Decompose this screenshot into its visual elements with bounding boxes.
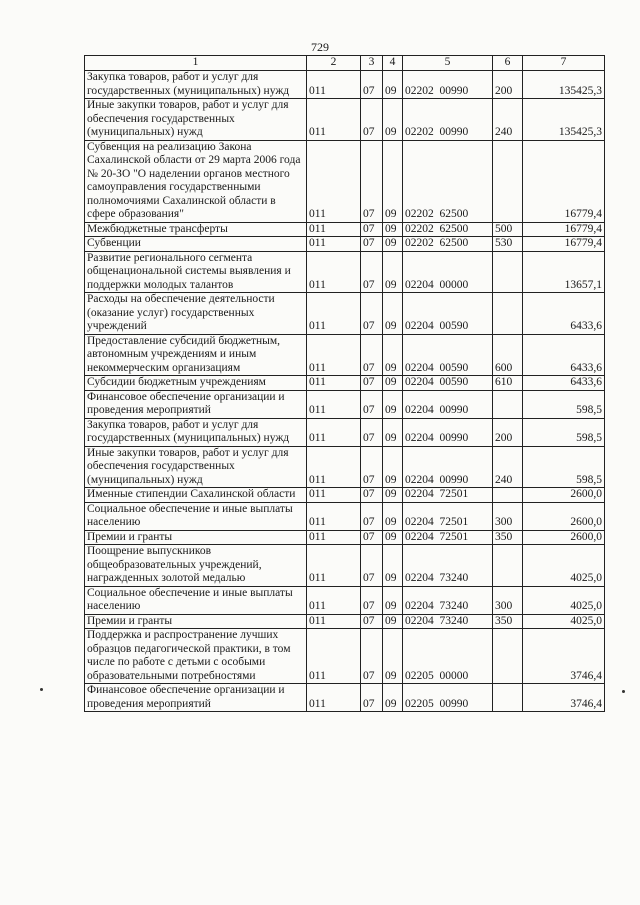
target-article-code: 02204 73240 (403, 586, 493, 614)
budget-table (84, 55, 605, 712)
table-row (85, 545, 605, 587)
item-name: Субсидии бюджетным учреждениям (85, 376, 307, 391)
target-article-code: 02204 00000 (403, 251, 493, 293)
target-article-code: 02202 00990 (403, 99, 493, 141)
table-body (85, 71, 605, 712)
expense-type-code (493, 545, 523, 587)
subsection-code: 09 (383, 140, 403, 222)
amount: 6433,6 (523, 376, 605, 391)
section-code: 07 (361, 222, 383, 237)
target-article-code: 02204 00590 (403, 334, 493, 376)
subsection-code: 09 (383, 99, 403, 141)
subsection-code: 09 (383, 488, 403, 503)
header-row (85, 56, 605, 71)
subsection-code: 09 (383, 614, 403, 629)
subsection-code: 09 (383, 502, 403, 530)
ministry-code: 011 (307, 629, 361, 684)
ministry-code: 011 (307, 530, 361, 545)
expense-type-code: 300 (493, 502, 523, 530)
subsection-code: 09 (383, 530, 403, 545)
header-col-5: 5 (403, 56, 493, 71)
subsection-code: 09 (383, 251, 403, 293)
section-code: 07 (361, 99, 383, 141)
table-row (85, 684, 605, 712)
item-name: Закупка товаров, работ и услуг для государственных (муниципальных) нужд (85, 418, 307, 446)
item-name: Социальное обеспечение и иные выплаты населению (85, 502, 307, 530)
amount: 598,5 (523, 446, 605, 488)
item-name: Иные закупки товаров, работ и услуг для обеспечения государственных (муниципальных) нужд (85, 446, 307, 488)
section-code: 07 (361, 488, 383, 503)
section-code: 07 (361, 140, 383, 222)
item-name: Поддержка и распространение лучших образцов педагогической практики, в том числе по работе с детьми с особыми образовательными потребностями (85, 629, 307, 684)
section-code: 07 (361, 684, 383, 712)
table-row (85, 251, 605, 293)
expense-type-code (493, 251, 523, 293)
ministry-code: 011 (307, 140, 361, 222)
table-row (85, 446, 605, 488)
target-article-code: 02204 00990 (403, 446, 493, 488)
subsection-code: 09 (383, 586, 403, 614)
ministry-code: 011 (307, 586, 361, 614)
amount: 6433,6 (523, 293, 605, 335)
expense-type-code: 600 (493, 334, 523, 376)
ministry-code: 011 (307, 71, 361, 99)
amount: 3746,4 (523, 684, 605, 712)
table-row (85, 614, 605, 629)
ministry-code: 011 (307, 502, 361, 530)
subsection-code: 09 (383, 376, 403, 391)
target-article-code: 02202 00990 (403, 71, 493, 99)
expense-type-code: 350 (493, 530, 523, 545)
table-row (85, 586, 605, 614)
amount: 13657,1 (523, 251, 605, 293)
table-row (85, 237, 605, 252)
subsection-code: 09 (383, 293, 403, 335)
target-article-code: 02204 00990 (403, 418, 493, 446)
amount: 16779,4 (523, 222, 605, 237)
item-name: Премии и гранты (85, 614, 307, 629)
expense-type-code: 350 (493, 614, 523, 629)
expense-type-code: 300 (493, 586, 523, 614)
item-name: Развитие регионального сегмента общенациональной системы выявления и поддержки молодых талантов (85, 251, 307, 293)
item-name: Финансовое обеспечение организации и проведения мероприятий (85, 684, 307, 712)
amount: 135425,3 (523, 71, 605, 99)
ministry-code: 011 (307, 446, 361, 488)
subsection-code: 09 (383, 334, 403, 376)
expense-type-code (493, 293, 523, 335)
table-row (85, 418, 605, 446)
expense-type-code (493, 629, 523, 684)
table-row (85, 390, 605, 418)
table-row (85, 530, 605, 545)
expense-type-code: 500 (493, 222, 523, 237)
amount: 4025,0 (523, 545, 605, 587)
subsection-code: 09 (383, 390, 403, 418)
target-article-code: 02205 00000 (403, 629, 493, 684)
expense-type-code: 240 (493, 446, 523, 488)
amount: 16779,4 (523, 140, 605, 222)
subsection-code: 09 (383, 71, 403, 99)
expense-type-code (493, 684, 523, 712)
expense-type-code (493, 390, 523, 418)
subsection-code: 09 (383, 446, 403, 488)
item-name: Именные стипендии Сахалинской области (85, 488, 307, 503)
table-row (85, 488, 605, 503)
ministry-code: 011 (307, 614, 361, 629)
ministry-code: 011 (307, 418, 361, 446)
header-col-6: 6 (493, 56, 523, 71)
target-article-code: 02204 00590 (403, 293, 493, 335)
ministry-code: 011 (307, 99, 361, 141)
section-code: 07 (361, 376, 383, 391)
section-code: 07 (361, 586, 383, 614)
table-row (85, 293, 605, 335)
target-article-code: 02202 62500 (403, 237, 493, 252)
item-name: Межбюджетные трансферты (85, 222, 307, 237)
expense-type-code (493, 488, 523, 503)
target-article-code: 02205 00990 (403, 684, 493, 712)
expense-type-code (493, 140, 523, 222)
expense-type-code: 200 (493, 71, 523, 99)
section-code: 07 (361, 502, 383, 530)
table-row (85, 502, 605, 530)
ministry-code: 011 (307, 293, 361, 335)
section-code: 07 (361, 293, 383, 335)
header-col-7: 7 (523, 56, 605, 71)
subsection-code: 09 (383, 418, 403, 446)
item-name: Поощрение выпускников общеобразовательных учреждений, награжденных золотой медалью (85, 545, 307, 587)
subsection-code: 09 (383, 222, 403, 237)
target-article-code: 02204 72501 (403, 530, 493, 545)
ministry-code: 011 (307, 251, 361, 293)
target-article-code: 02204 72501 (403, 488, 493, 503)
ministry-code: 011 (307, 334, 361, 376)
item-name: Иные закупки товаров, работ и услуг для обеспечения государственных (муниципальных) нужд (85, 99, 307, 141)
section-code: 07 (361, 237, 383, 252)
section-code: 07 (361, 446, 383, 488)
target-article-code: 02204 73240 (403, 545, 493, 587)
amount: 3746,4 (523, 629, 605, 684)
target-article-code: 02202 62500 (403, 140, 493, 222)
item-name: Субвенция на реализацию Закона Сахалинской области от 29 марта 2006 года № 20-ЗО "О наделении органов местного самоуправления государственными полномочиями Сахалинской области в сфере образования" (85, 140, 307, 222)
amount: 135425,3 (523, 99, 605, 141)
amount: 6433,6 (523, 334, 605, 376)
ministry-code: 011 (307, 390, 361, 418)
section-code: 07 (361, 530, 383, 545)
table-row (85, 376, 605, 391)
expense-type-code: 240 (493, 99, 523, 141)
amount: 598,5 (523, 390, 605, 418)
table-row (85, 222, 605, 237)
page-number: 729 (311, 40, 329, 54)
table-row (85, 334, 605, 376)
expense-type-code: 610 (493, 376, 523, 391)
target-article-code: 02204 73240 (403, 614, 493, 629)
item-name: Премии и гранты (85, 530, 307, 545)
subsection-code: 09 (383, 545, 403, 587)
item-name: Финансовое обеспечение организации и проведения мероприятий (85, 390, 307, 418)
ministry-code: 011 (307, 376, 361, 391)
ministry-code: 011 (307, 684, 361, 712)
item-name: Расходы на обеспечение деятельности (оказание услуг) государственных учреждений (85, 293, 307, 335)
table-row (85, 140, 605, 222)
table-row (85, 99, 605, 141)
scan-speck (40, 688, 43, 691)
item-name: Закупка товаров, работ и услуг для государственных (муниципальных) нужд (85, 71, 307, 99)
item-name: Социальное обеспечение и иные выплаты населению (85, 586, 307, 614)
subsection-code: 09 (383, 684, 403, 712)
header-col-4: 4 (383, 56, 403, 71)
section-code: 07 (361, 71, 383, 99)
amount: 2600,0 (523, 530, 605, 545)
section-code: 07 (361, 418, 383, 446)
ministry-code: 011 (307, 545, 361, 587)
amount: 598,5 (523, 418, 605, 446)
amount: 4025,0 (523, 614, 605, 629)
section-code: 07 (361, 334, 383, 376)
header-col-3: 3 (361, 56, 383, 71)
amount: 16779,4 (523, 237, 605, 252)
ministry-code: 011 (307, 488, 361, 503)
section-code: 07 (361, 614, 383, 629)
amount: 4025,0 (523, 586, 605, 614)
expense-type-code: 200 (493, 418, 523, 446)
table-row (85, 629, 605, 684)
expense-type-code: 530 (493, 237, 523, 252)
ministry-code: 011 (307, 222, 361, 237)
target-article-code: 02204 00590 (403, 376, 493, 391)
section-code: 07 (361, 390, 383, 418)
subsection-code: 09 (383, 629, 403, 684)
item-name: Субвенции (85, 237, 307, 252)
table-row (85, 71, 605, 99)
item-name: Предоставление субсидий бюджетным, автономным учреждениям и иным некоммерческим организациям (85, 334, 307, 376)
section-code: 07 (361, 251, 383, 293)
amount: 2600,0 (523, 488, 605, 503)
section-code: 07 (361, 545, 383, 587)
target-article-code: 02204 72501 (403, 502, 493, 530)
scan-speck (622, 690, 625, 693)
target-article-code: 02202 62500 (403, 222, 493, 237)
section-code: 07 (361, 629, 383, 684)
header-col-2: 2 (307, 56, 361, 71)
header-col-1: 1 (85, 56, 307, 71)
subsection-code: 09 (383, 237, 403, 252)
ministry-code: 011 (307, 237, 361, 252)
target-article-code: 02204 00990 (403, 390, 493, 418)
amount: 2600,0 (523, 502, 605, 530)
